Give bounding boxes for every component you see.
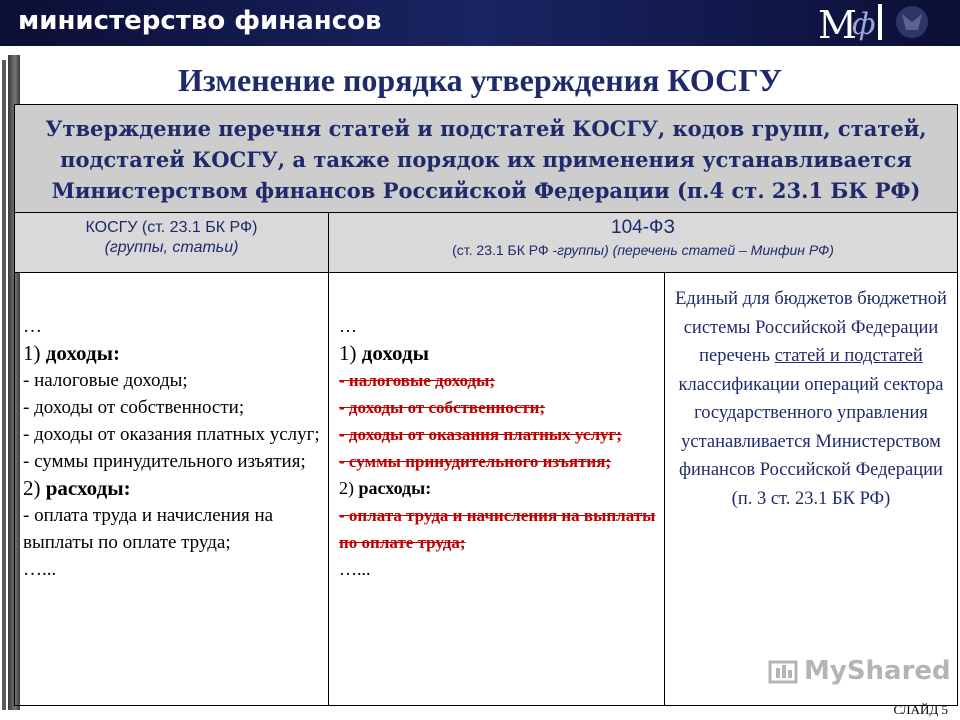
table-header-row — [15, 213, 957, 273]
expense-heading — [339, 475, 656, 502]
header-kosgu-sub: (группы, статьи) — [104, 239, 239, 256]
cell-104fz-list — [329, 273, 665, 705]
list-item: - суммы принудительного изъятия; — [23, 451, 306, 472]
struck-item: - суммы принудительного изъятия; — [339, 452, 612, 471]
header-cell-kosgu — [15, 213, 329, 272]
watermark-text: MyShared — [804, 656, 951, 686]
note-text-2: классификации операций сектора государственного управления устанавливается Министерством финансов Российской Федерации — [678, 374, 944, 480]
header-104fz-sub — [329, 242, 957, 258]
income-label: доходы: — [45, 341, 120, 365]
slide-title: Изменение порядка утверждения КОСГУ — [177, 62, 783, 98]
cell-kosgu-list — [15, 273, 329, 705]
header-104fz-sub-italic: группы) (перечень статей – Минфин РФ) — [557, 242, 834, 258]
cell-note — [665, 273, 957, 705]
header-104fz-sub-prefix: (ст. 23.1 БК РФ - — [452, 242, 558, 258]
expense-number: 2) — [23, 476, 41, 500]
list-end: …... — [339, 559, 371, 579]
list-item: - оплата труда и начисления на выплаты по оплате труда; — [23, 505, 274, 553]
comparison-table — [14, 104, 958, 706]
banner-line: Утверждение перечня статей и подстатей КОСГУ, кодов групп, статей, — [45, 116, 927, 141]
svg-text:М: М — [818, 3, 857, 46]
list-item: - доходы от оказания платных услуг; — [23, 424, 320, 445]
income-heading — [23, 340, 322, 367]
note-link[interactable]: статей и подстатей — [774, 346, 923, 366]
expense-label: расходы: — [45, 476, 131, 500]
income-label: доходы — [361, 341, 429, 365]
svg-text:ф: ф — [852, 7, 876, 42]
expense-label: расходы: — [358, 478, 432, 498]
org-name: министерство финансов — [18, 6, 382, 36]
header-cell-104fz — [329, 213, 957, 276]
struck-item: - доходы от собственности; — [339, 398, 546, 417]
list-ellipsis: … — [23, 316, 42, 337]
header-kosgu-title: КОСГУ (ст. 23.1 БК РФ) — [85, 219, 258, 236]
struck-item: - налоговые доходы; — [339, 371, 496, 390]
table-banner — [15, 105, 957, 213]
banner-line: Министерством финансов Российской Федерации (п.4 ст. 23.1 БК РФ) — [51, 178, 921, 203]
slide-number: СЛАЙД 5 — [893, 702, 948, 717]
list-end: …... — [23, 559, 57, 580]
banner-line: подстатей КОСГУ, а также порядок их применения устанавливается — [60, 147, 912, 172]
watermark — [768, 656, 951, 690]
struck-item: - оплата труда и начисления на выплаты по оплате труда; — [339, 506, 656, 552]
expense-number: 2) — [339, 478, 354, 498]
struck-item: - доходы от оказания платных услуг; — [339, 425, 622, 444]
list-ellipsis: … — [339, 316, 357, 336]
header-bar — [0, 0, 960, 46]
presentation-icon — [768, 658, 798, 688]
income-number: 1) — [23, 341, 41, 365]
list-item: - доходы от собственности; — [23, 397, 245, 418]
left-accent-thin — [2, 60, 6, 710]
table-body-row — [15, 273, 957, 705]
income-heading — [339, 340, 656, 367]
note-text-1: Единый для бюджетов бюджетной системы Российской Федерации перечень — [675, 289, 947, 366]
note-reference: (п. 3 ст. 23.1 БК РФ) — [731, 488, 891, 509]
income-number: 1) — [339, 341, 357, 365]
ministry-logo-icon — [816, 0, 936, 46]
header-104fz-title: 104-ФЗ — [611, 217, 675, 238]
list-item: - налоговые доходы; — [23, 370, 188, 391]
expense-heading — [23, 475, 322, 502]
